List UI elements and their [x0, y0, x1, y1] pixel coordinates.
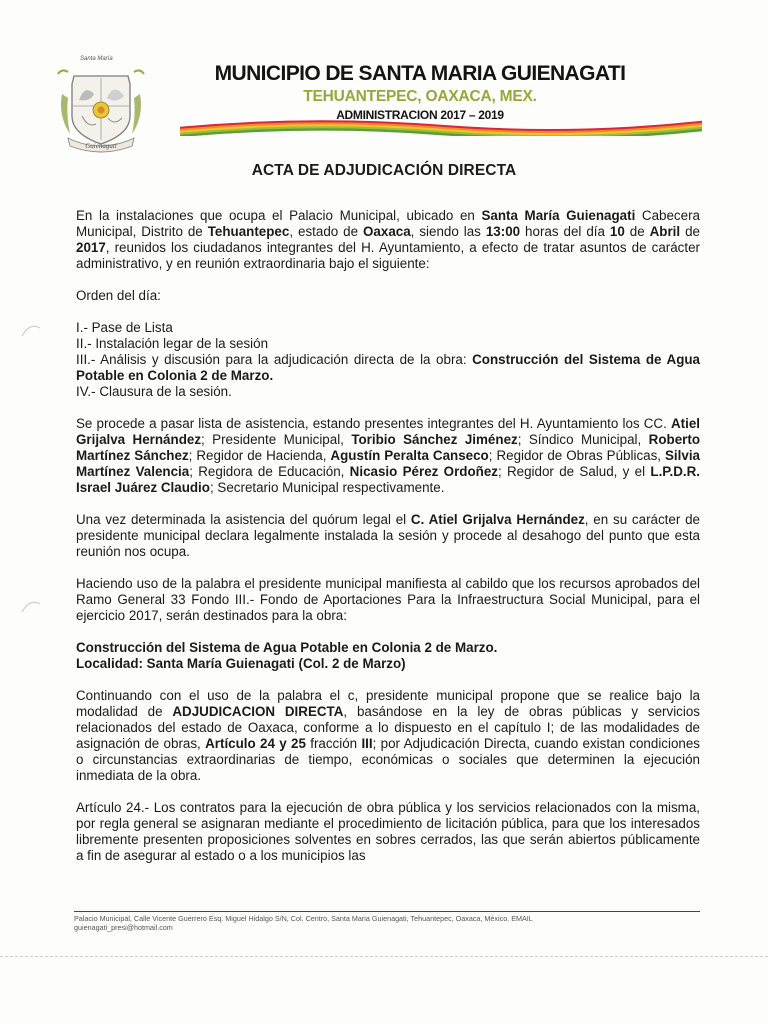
administration-period: ADMINISTRACION 2017 – 2019: [336, 108, 504, 122]
text-run: En la instalaciones que ocupa el Palacio Municipal, ubicado en: [76, 208, 482, 223]
text-run: , reunidos los ciudadanos integrantes del H. Ayuntamiento, a efecto de tratar asuntos de carácter administrativo, y en reunión extraordinaria bajo el siguiente:: [76, 240, 700, 271]
scan-artifact: [20, 320, 42, 340]
bold-run: Toribio Sánchez Jiménez: [351, 432, 518, 447]
bold-run: L.P.D.R. Israel Juárez Claudio: [76, 464, 701, 495]
text-run: Continuando con el uso de la palabra el c, presidente municipal propone que se realice bajo la modalidad de: [76, 688, 700, 719]
article-24-paragraph: Artículo 24.- Los contratos para la ejecución de obra pública y los servicios relacionados con la misma, por regla general se asignaran mediante el procedimiento de licitación pública, para que los interesados libremente presenten proposiciones solventes en sobres cerrados, las que serán abiertos públicamente a fin de asegurar al estado o a los municipios las: [76, 800, 700, 863]
bold-run: C. Atiel Grijalva Hernández: [410, 512, 585, 527]
decorative-ribbon: [180, 118, 702, 136]
text-run: Cabecera Municipal, Distrito de: [76, 208, 700, 239]
municipality-location: TEHUANTEPEC, OAXACA, MEX.: [303, 88, 537, 105]
text-run: ; por Adjudicación Directa, cuando existan condiciones o circunstancias extraordinarias de tiempo, económicas o sociales que determinen la ejecución inmediata de la obra.: [76, 736, 701, 783]
footer-divider: [74, 911, 700, 912]
bold-run: Silvia Martínez Valencia: [76, 448, 700, 479]
agenda-item: II.- Instalación legar de la sesión: [76, 336, 269, 351]
project-name: Construcción del Sistema de Agua Potable en Colonia 2 de Marzo.: [76, 640, 498, 655]
text-run: ; Regidor de Obras Públicas,: [488, 448, 665, 463]
quorum-paragraph: [76, 512, 700, 560]
footer-email: guienagati_presi@hotmail.com: [74, 923, 173, 932]
agenda-item: [76, 352, 700, 384]
project-locality: Localidad: Santa María Guienagati (Col. 2 de Marzo): [76, 656, 406, 671]
agenda-item: I.- Pase de Lista: [76, 320, 173, 335]
text-run: III.- Análisis y discusión para la adjudicación directa de la obra:: [76, 352, 473, 367]
bold-run: Construcción del Sistema de Agua Potable en Colonia 2 de Marzo.: [76, 352, 700, 383]
bold-run: Atiel Grijalva Hernández: [76, 416, 700, 447]
document-title: ACTA DE ADJUDICACIÓN DIRECTA: [251, 162, 517, 179]
footer: [74, 914, 700, 932]
bold-run: Tehuantepec: [207, 224, 290, 239]
scan-edge: [0, 956, 768, 957]
text-run: Se procede a pasar lista de asistencia, estando presentes integrantes del H. Ayuntamiento los CC.: [76, 416, 671, 431]
document-body: [76, 208, 700, 864]
text-run: ; Secretario Municipal respectivamente.: [209, 480, 445, 495]
bold-run: Abril: [649, 224, 681, 239]
scan-artifact: [20, 596, 42, 616]
agenda-heading: Orden del día:: [76, 288, 161, 303]
bold-run: Oaxaca: [363, 224, 411, 239]
bold-run: III: [361, 736, 373, 751]
text-run: , basándose en la ley de obras públicas y servicios relacionados del estado de Oaxaca, conforme a lo dispuesto en el capítulo I; de las modalidades de asignación de obras,: [76, 704, 700, 751]
bold-run: ADJUDICACION DIRECTA: [172, 704, 344, 719]
text-run: de: [680, 224, 700, 239]
text-run: ; Regidora de Educación,: [189, 464, 350, 479]
text-run: Una vez determinada la asistencia del quórum legal el: [76, 512, 411, 527]
text-run: , en su carácter de presidente municipal declara legalmente instalada la sesión y procede al desahogo del punto que esta reunión nos ocupa.: [76, 512, 700, 559]
bold-run: Nicasio Pérez Ordoñez: [349, 464, 498, 479]
opening-paragraph: [76, 208, 700, 272]
text-run: ; Regidor de Hacienda,: [188, 448, 331, 463]
municipal-seal-icon: [52, 54, 150, 156]
bold-run: 13:00: [485, 224, 521, 239]
seal-label: Santa María: [80, 56, 113, 62]
modality-paragraph: [76, 688, 700, 784]
attendance-paragraph: [76, 416, 700, 496]
text-run: ; Regidor de Salud, y el: [497, 464, 651, 479]
bold-run: Santa María Guienagati: [481, 208, 636, 223]
bold-run: 10: [609, 224, 625, 239]
bold-run: Agustín Peralta Canseco: [330, 448, 489, 463]
text-run: ; Síndico Municipal,: [517, 432, 649, 447]
text-run: ; Presidente Municipal,: [201, 432, 352, 447]
footer-address: Palacio Municipal, Calle Vicente Guerrero Esq. Miguel Hidalgo S/N, Col. Centro, Santa Maria Guienagati, Tehuantepec, Oaxaca, México. EMAIL: [74, 914, 533, 923]
agenda-item: IV.- Clausura de la sesión.: [76, 384, 232, 399]
seal-ribbon-text: Guienagati: [85, 142, 117, 150]
municipality-title: MUNICIPIO DE SANTA MARIA GUIENAGATI: [214, 62, 626, 85]
text-run: , estado de: [289, 224, 364, 239]
text-run: de: [624, 224, 650, 239]
text-run: , siendo las: [410, 224, 486, 239]
bold-run: Roberto Martínez Sánchez: [76, 432, 700, 463]
text-run: fracción: [305, 736, 362, 751]
text-run: horas del día: [520, 224, 610, 239]
bold-run: 2017: [76, 240, 106, 255]
funding-paragraph: Haciendo uso de la palabra el presidente municipal manifiesta al cabildo que los recursos aprobados del Ramo General 33 Fondo III.- Fondo de Aportaciones Para la Infraestructura Social Municipal, para el ejercicio 2017, serán destinados para la obra:: [76, 576, 700, 623]
bold-run: Artículo 24 y 25: [205, 736, 306, 751]
